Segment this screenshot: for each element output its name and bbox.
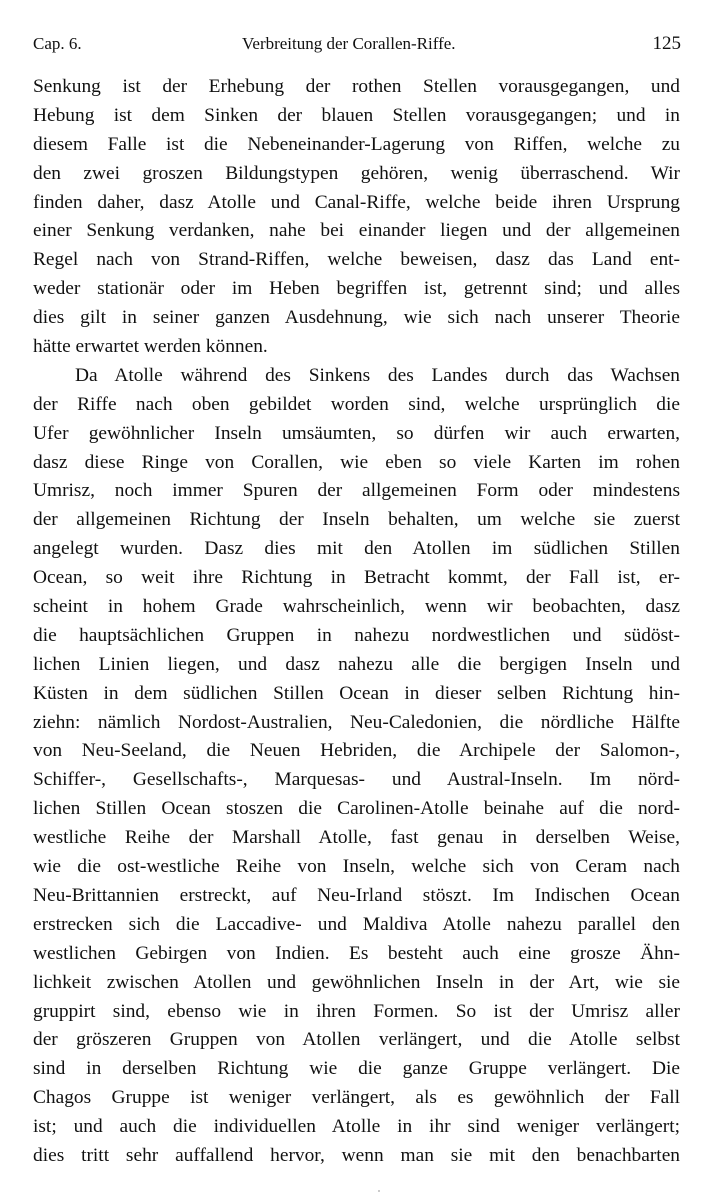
text-line: der Riffe nach oben gebildet worden sind, welche ursprünglich die: [33, 393, 680, 415]
text-line: Umrisz, noch immer Spuren der allgemeinen Form oder mindestens: [33, 480, 680, 502]
text-line: gruppirt sind, ebenso wie in ihren Formen. So ist der Umrisz aller: [33, 1000, 680, 1022]
text-line: dies tritt sehr auffallend hervor, wenn man sie mit den benachbarten: [33, 1144, 680, 1166]
text-line: erstrecken sich die Laccadive- und Maldiva Atolle nahezu parallel den: [33, 913, 680, 935]
text-line: angelegt wurden. Dasz dies mit den Atollen im südlichen Stillen: [33, 538, 680, 560]
text-line: lichen Stillen Ocean stoszen die Carolinen-Atolle beinahe auf die nord-: [33, 798, 680, 820]
text-line: der gröszeren Gruppen von Atollen verlängert, und die Atolle selbst: [33, 1029, 680, 1051]
running-title: Verbreitung der Corallen-Riffe.: [242, 34, 456, 53]
text-line: westlichen Gebirgen von Indien. Es besteht auch eine grosze Ähn-: [33, 942, 680, 964]
text-line: lichkeit zwischen Atollen und gewöhnlichen Inseln in der Art, wie sie: [33, 971, 680, 993]
paper-speck: [378, 1190, 380, 1192]
page-number: 125: [652, 33, 681, 54]
text-line: Küsten in dem südlichen Stillen Ocean in dieser selben Richtung hin-: [33, 682, 680, 704]
text-line: ziehn: nämlich Nordost-Australien, Neu-Caledonien, die nördliche Hälfte: [33, 711, 680, 733]
text-line: Senkung ist der Erhebung der rothen Stellen vorausgegangen, und: [33, 76, 680, 97]
text-line: Schiffer-, Gesellschafts-, Marquesas- und Austral-Inseln. Im nörd-: [33, 769, 680, 791]
running-header: [33, 31, 681, 57]
text-line: finden daher, dasz Atolle und Canal-Riffe, welche beide ihren Ursprung: [33, 191, 680, 213]
text-line: Ocean, so weit ihre Richtung in Betracht kommt, der Fall ist, er-: [33, 567, 680, 589]
text-line: von Neu-Seeland, die Neuen Hebriden, die Archipele der Salomon-,: [33, 740, 680, 762]
paragraph-start-line: Da Atolle während des Sinkens des Landes durch das Wachsen: [75, 364, 680, 386]
text-line: den zwei groszen Bildungstypen gehören, wenig überraschend. Wir: [33, 162, 680, 184]
text-line: Hebung ist dem Sinken der blauen Stellen vorausgegangen; und in: [33, 104, 680, 126]
text-line: sind in derselben Richtung wie die ganze Gruppe verlängert. Die: [33, 1058, 680, 1080]
text-line: Chagos Gruppe ist weniger verlängert, als es gewöhnlich der Fall: [33, 1087, 680, 1109]
text-line: dasz diese Ringe von Corallen, wie eben so viele Karten im rohen: [33, 451, 680, 473]
body-text: [33, 73, 680, 1171]
text-line: weder stationär oder im Heben begriffen ist, getrennt sind; und alles: [33, 278, 680, 300]
text-line: der allgemeinen Richtung der Inseln behalten, um welche sie zuerst: [33, 509, 680, 531]
paragraph-end-line: hätte erwartet werden können.: [33, 336, 268, 358]
text-line: Regel nach von Strand-Riffen, welche beweisen, dasz das Land ent-: [33, 249, 680, 271]
text-line: diesem Falle ist die Nebeneinander-Lagerung von Riffen, welche zu: [33, 133, 680, 155]
text-line: Ufer gewöhnlicher Inseln umsäumten, so dürfen wir auch erwarten,: [33, 422, 680, 444]
text-line: westliche Reihe der Marshall Atolle, fast genau in derselben Weise,: [33, 827, 680, 849]
text-line: scheint in hohem Grade wahrscheinlich, wenn wir beobachten, dasz: [33, 596, 680, 618]
text-line: einer Senkung verdanken, nahe bei einander liegen und der allgemeinen: [33, 220, 680, 242]
text-line: ist; und auch die individuellen Atolle in ihr sind weniger verlängert;: [33, 1116, 680, 1138]
text-line: wie die ost-westliche Reihe von Inseln, welche sich von Ceram nach: [33, 856, 680, 878]
text-line: Neu-Brittannien erstreckt, auf Neu-Irland stöszt. Im Indischen Ocean: [33, 884, 680, 906]
text-line: lichen Linien liegen, und dasz nahezu alle die bergigen Inseln und: [33, 653, 680, 675]
chapter-label: Cap. 6.: [33, 34, 82, 53]
text-line: dies gilt in seiner ganzen Ausdehnung, wie sich nach unserer Theorie: [33, 307, 680, 329]
text-line: die hauptsächlichen Gruppen in nahezu nordwestlichen und südöst-: [33, 624, 680, 646]
